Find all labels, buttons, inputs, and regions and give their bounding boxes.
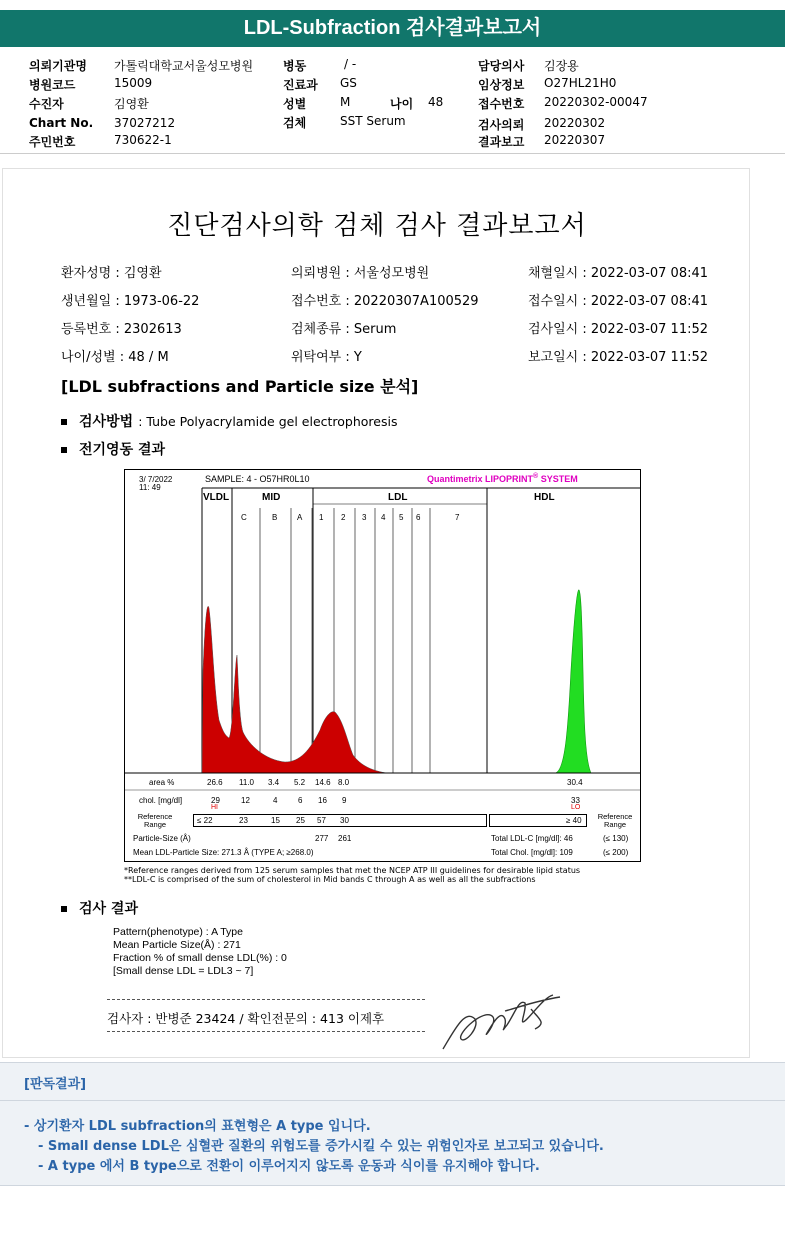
header-label: 결과보고 [478, 135, 525, 149]
header-value: 37027212 [114, 116, 176, 130]
sign-rule [107, 1031, 425, 1032]
header-value: 730622-1 [114, 133, 172, 147]
result-line: Mean Particle Size(Å) : 271 [113, 939, 241, 951]
electro-label: 전기영동 결과 [79, 442, 166, 458]
patient-info: 채혈일시 : 2022-03-07 08:41 [528, 266, 709, 281]
footnote: **LDL-C is comprised of the sum of cholesterol in Mid bands C through A as well as all the subfractions [124, 875, 536, 884]
sub-band-label: 7 [455, 513, 460, 522]
area-value: 3.4 [268, 778, 280, 787]
patient-info: 환자성명 : 김영환 [61, 266, 162, 281]
signature-icon [435, 989, 565, 1059]
sub-band-label: 4 [381, 513, 386, 522]
electro-row [61, 439, 165, 459]
ps-value: 277 [315, 834, 329, 843]
patient-info: 접수번호 : 20220307A100529 [291, 294, 479, 309]
band-label: HDL [534, 492, 555, 503]
bullet-icon [61, 419, 67, 425]
row-label: area % [149, 778, 175, 787]
header-value: GS [340, 76, 357, 90]
electrophoresis-chart [124, 469, 641, 862]
patient-info: 보고일시 : 2022-03-07 11:52 [528, 350, 709, 365]
ref-value: 25 [296, 816, 305, 825]
patient-info: 의뢰병원 : 서울성모병원 [291, 266, 430, 281]
chol-value: 29 [211, 796, 220, 805]
header-value: 15009 [114, 76, 153, 90]
chart-brand-name: Quantimetrix LIPOPRINT [427, 474, 534, 484]
area-value: 5.2 [294, 778, 306, 787]
header-label: 병동 [283, 59, 307, 73]
divider [0, 153, 785, 154]
header-label: 담당의사 [478, 59, 525, 73]
patient-info: 나이/성별 : 48 / M [61, 350, 169, 365]
chol-value: 9 [342, 796, 347, 805]
sub-band-label: B [272, 513, 278, 522]
header-label: 접수번호 [478, 97, 525, 111]
chart-brand [427, 473, 578, 484]
row-label: chol. [mg/dl] [139, 796, 183, 805]
bullet-icon [61, 906, 67, 912]
hi-flag: HI [211, 804, 218, 811]
header-value: 김영환 [114, 97, 149, 111]
header-label: 주민번호 [29, 135, 76, 149]
header-value: SST Serum [340, 114, 406, 128]
header-value: 20220302-00047 [544, 95, 648, 109]
lo-flag: LO [571, 804, 581, 811]
report-title: 진단검사의학 검체 검사 결과보고서 [167, 211, 587, 241]
patient-info: 접수일시 : 2022-03-07 08:41 [528, 294, 709, 309]
curves [202, 590, 591, 773]
method-value: : Tube Polyacrylamide gel electrophoresis [138, 414, 398, 429]
header-value: M [340, 95, 351, 109]
header-value: 48 [428, 95, 444, 109]
header-label: 병원코드 [29, 78, 76, 92]
chol-value: 4 [273, 796, 278, 805]
header-label: 의뢰기관명 [29, 59, 87, 73]
header-label: 성별 [283, 97, 307, 111]
sign-rule [107, 999, 425, 1000]
ref-value: 23 [239, 816, 248, 825]
result-line: Fraction % of small dense LDL(%) : 0 [113, 952, 287, 964]
sub-band-label: 2 [341, 513, 346, 522]
band-label: LDL [388, 492, 408, 503]
area-value: 11.0 [239, 778, 254, 787]
interpretation-line: - Small dense LDL은 심혈관 질환의 위험도를 증가시킬 수 있는 위험인자로 보고되고 있습니다. [38, 1139, 604, 1154]
method-label: 검사방법 [79, 414, 134, 430]
header-value: O27HL21H0 [544, 76, 617, 90]
report-banner: LDL-Subfraction 검사결과보고서 [0, 10, 785, 47]
total-ldl-ref: (≤ 130) [603, 834, 629, 843]
area-value: 26.6 [207, 778, 223, 787]
chol-value: 6 [298, 796, 303, 805]
chart-time: 11: 49 [139, 483, 161, 492]
header-value: 김장용 [544, 59, 579, 73]
sub-band-label: 1 [319, 513, 324, 522]
patient-info: 생년월일 : 1973-06-22 [61, 294, 200, 309]
sub-band-label: A [297, 513, 303, 522]
sub-band-label: C [241, 513, 247, 522]
area-value: 14.6 [315, 778, 331, 787]
chol-value: 33 [571, 796, 580, 805]
patient-info: 위탁여부 : Y [291, 350, 362, 365]
section-title: [LDL subfractions and Particle size 분석] [61, 377, 419, 396]
result-line: [Small dense LDL = LDL3 ~ 7] [113, 965, 254, 977]
sub-band-label: 5 [399, 513, 404, 522]
patient-info: 검사일시 : 2022-03-07 11:52 [528, 322, 709, 337]
chol-value: 16 [318, 796, 327, 805]
interpretation-line: - A type 에서 B type으로 전환이 이루어지지 않도록 운동과 식이를 유지해야 합니다. [38, 1159, 540, 1174]
band-label: VLDL [203, 492, 230, 503]
header-value: 20220307 [544, 133, 606, 147]
interpretation-line: - 상기환자 LDL subfraction의 표현형은 A type 입니다. [24, 1119, 371, 1134]
bullet-icon [61, 447, 67, 453]
ref-value: 15 [271, 816, 280, 825]
ldl-curve [202, 606, 387, 773]
interpretation-panel [0, 1062, 785, 1186]
chol-value: 12 [241, 796, 250, 805]
header-value: / - [344, 57, 357, 71]
ps-value: 261 [338, 834, 352, 843]
header-label: 진료과 [283, 78, 318, 92]
area-value: 8.0 [338, 778, 350, 787]
header-label: 검체 [283, 116, 307, 130]
total-chol-ref: (≤ 200) [603, 848, 629, 857]
chart-brand-reg: ® [533, 473, 539, 480]
method-row [61, 411, 397, 431]
header-label: 수진자 [29, 97, 64, 111]
interpretation-heading: [판독결과] [0, 1063, 785, 1101]
report-paper [2, 168, 750, 1058]
ref-value: ≤ 22 [197, 816, 213, 825]
header-label: Chart No. [29, 116, 94, 130]
header-value: 20220302 [544, 116, 606, 130]
total-ldl: Total LDL-C [mg/dl]: 46 [491, 834, 573, 843]
header-value: 가톨릭대학교서울성모병원 [114, 59, 254, 73]
row-label: Particle-Size (Å) [133, 834, 191, 843]
mean-ldl: Mean LDL-Particle Size: 271.3 Å (TYPE A; ≥268.0) [133, 848, 314, 857]
total-chol: Total Chol. [mg/dl]: 109 [491, 848, 573, 857]
results-label: 검사 결과 [79, 901, 138, 917]
area-value: 30.4 [567, 778, 583, 787]
chart-date: 3/ 7/2022 [139, 475, 173, 484]
patient-info: 검체종류 : Serum [291, 322, 397, 337]
hdl-curve [555, 590, 591, 773]
patient-info: 등록번호 : 2302613 [61, 322, 182, 337]
header-label: 검사의뢰 [478, 118, 525, 132]
footnote: *Reference ranges derived from 125 serum samples that met the NCEP ATP III guidelines for desirable lipid status [124, 866, 581, 875]
chart-brand-suffix: SYSTEM [538, 474, 578, 484]
band-label: MID [262, 492, 281, 503]
signature-line: 검사자 : 반병준 23424 / 확인전문의 : 413 이제후 [107, 1011, 385, 1026]
chart-svg [125, 470, 640, 861]
header-label: 임상정보 [478, 78, 525, 92]
ref-value: 30 [340, 816, 349, 825]
ref-value: ≥ 40 [566, 816, 582, 825]
row-label: Reference Range [137, 812, 173, 829]
sub-band-label: 6 [416, 513, 421, 522]
header-label: 나이 [390, 97, 414, 111]
result-line: Pattern(phenotype) : A Type [113, 926, 243, 938]
results-row [61, 898, 138, 918]
row-label: Reference Range [597, 812, 633, 829]
ref-value: 57 [317, 816, 326, 825]
sub-band-label: 3 [362, 513, 367, 522]
chart-sample: SAMPLE: 4 - O57HR0L10 [205, 474, 310, 484]
